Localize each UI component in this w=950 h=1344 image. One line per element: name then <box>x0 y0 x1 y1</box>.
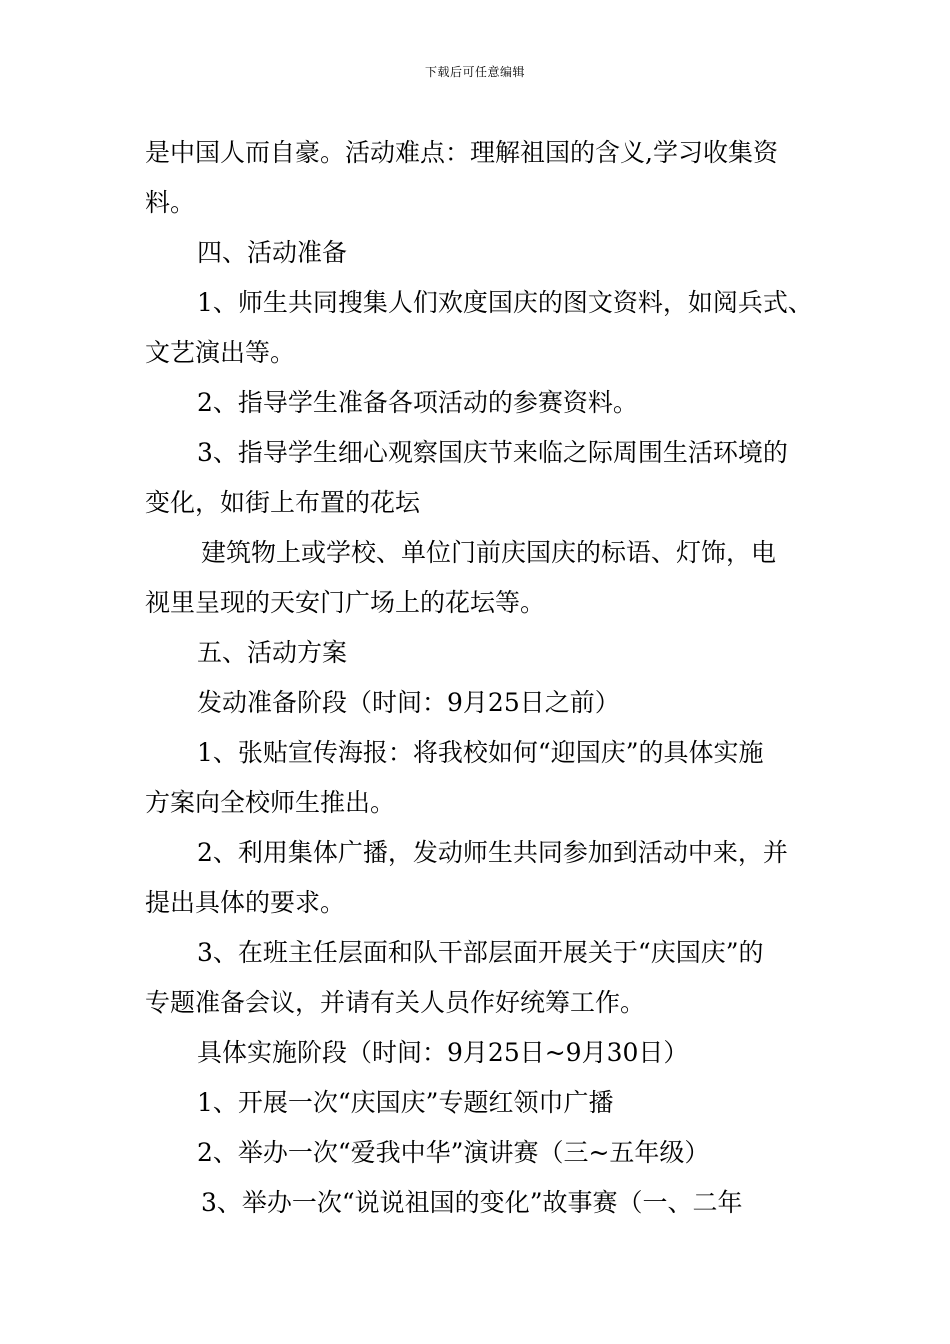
paragraph-line: 视里呈现的天安门广场上的花坛等。 <box>145 588 546 617</box>
paragraph-line: 2、利用集体广播，发动师生共同参加到活动中来，并 <box>197 838 788 867</box>
document-body <box>145 128 813 1228</box>
paragraph-line: 是中国人而自豪。活动难点：理解祖国的含义,学习收集资 <box>145 138 778 167</box>
paragraph-line: 专题准备会议，并请有关人员作好统筹工作。 <box>145 988 646 1017</box>
paragraph-line: 文艺演出等。 <box>145 338 296 367</box>
paragraph-line: 变化，如街上布置的花坛 <box>145 488 421 517</box>
paragraph-line: 1、师生共同搜集人们欢度国庆的图文资料，如阅兵式、 <box>197 288 813 317</box>
paragraph-line: 3、指导学生细心观察国庆节来临之际周围生活环境的 <box>197 438 788 467</box>
paragraph-line: 2、指导学生准备各项活动的参赛资料。 <box>197 388 638 417</box>
paragraph-line: 3、在班主任层面和队干部层面开展关于“庆国庆”的 <box>197 938 764 967</box>
paragraph-line: 1、张贴宣传海报：将我校如何“迎国庆”的具体实施 <box>197 738 764 767</box>
paragraph-line: 料。 <box>145 188 196 217</box>
subsection-heading: 发动准备阶段（时间：9月25日之前） <box>197 688 620 717</box>
section-heading: 四、活动准备 <box>197 238 348 267</box>
paragraph-line: 方案向全校师生推出。 <box>145 788 396 817</box>
paragraph-line: 1、开展一次“庆国庆”专题红领巾广播 <box>197 1088 614 1117</box>
page-header: 下载后可任意编辑 <box>424 65 525 79</box>
paragraph-line: 2、举办一次“爱我中华”演讲赛（三~五年级） <box>197 1138 710 1167</box>
paragraph-line: 建筑物上或学校、单位门前庆国庆的标语、灯饰，电 <box>201 538 777 567</box>
section-heading: 五、活动方案 <box>197 638 348 667</box>
paragraph-line: 3、举办一次“说说祖国的变化”故事赛（一、二年 <box>201 1188 743 1217</box>
paragraph-line: 提出具体的要求。 <box>145 888 346 917</box>
subsection-heading: 具体实施阶段（时间：9月25日~9月30日） <box>197 1038 689 1067</box>
